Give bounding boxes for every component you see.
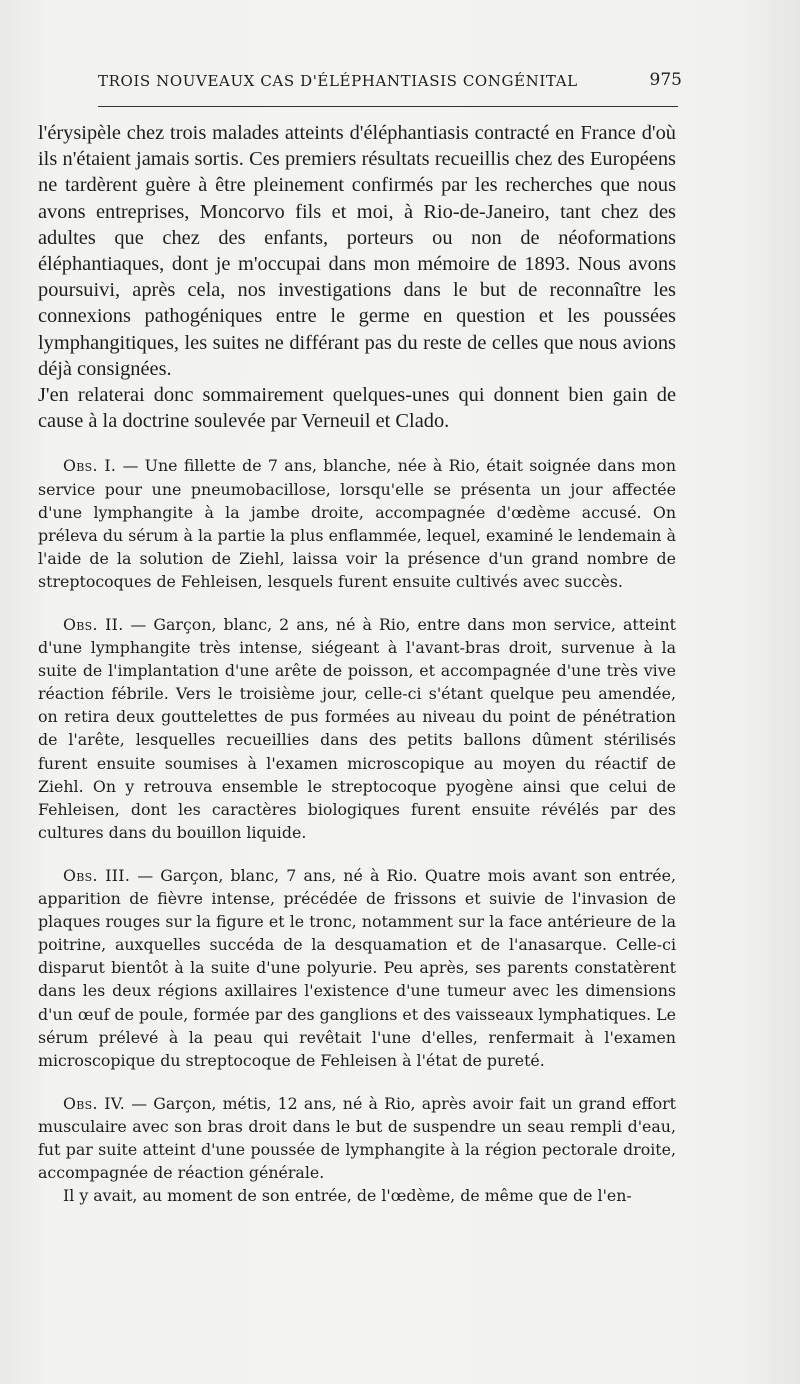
observation-2-paragraph xyxy=(38,613,676,844)
running-title: TROIS NOUVEAUX CAS D'ÉLÉPHANTIASIS CONGÉNITAL xyxy=(98,72,578,90)
observation-1-label: Obs. I. xyxy=(63,456,117,476)
page-number: 975 xyxy=(649,70,682,90)
observation-2 xyxy=(38,613,676,844)
observation-4-continuation: Il y avait, au moment de son entrée, de l'œdème, de même que de l'en- xyxy=(63,1186,632,1206)
observation-4 xyxy=(38,1092,676,1207)
observation-2-text: — Garçon, blanc, 2 ans, né à Rio, entre dans mon service, atteint d'une lymphangite très intense, siégeant à l'avant-bras droit, survenue à la suite de l'implantation d'une arête de poisson, et accompagnée d'une très vive réaction fébrile. Vers le troisième jour, celle-ci s'étant quelque peu amendée, on retira deux gouttelettes de pus formées au niveau du point de pénétration de l'arête, lesquelles recueillies dans des petits ballons dûment stérilisés furent ensuite soumises à l'examen microscopique au moyen du réactif de Ziehl. On y retrouva ensemble le streptocoque pyogène ainsi que celui de Fehleisen, dont les caractères biologiques furent ensuite révélés par des cultures dans du bouillon liquide. xyxy=(38,615,676,842)
observation-3 xyxy=(38,864,676,1072)
intro-paragraph-2: J'en relaterai donc sommairement quelques-unes qui donnent bien gain de cause à la doctrine soulevée par Verneuil et Clado. xyxy=(38,384,676,433)
observation-4-text: — Garçon, métis, 12 ans, né à Rio, après avoir fait un grand effort musculaire avec son bras droit dans le but de suspendre un seau rempli d'eau, fut par suite atteint d'une poussée de lymphangite à la région pectorale droite, accompagnée de réaction générale. xyxy=(38,1093,677,1183)
observation-3-text: — Garçon, blanc, 7 ans, né à Rio. Quatre mois avant son entrée, apparition de fièvre intense, précédée de frissons et suivie de l'invasion de plaques rouges sur la figure et le tronc, notamment sur la face antérieure de la poitrine, auxquelles succéda de la desquamation et de l'anasarque. Celle-ci disparut bientôt à la suite d'une polyurie. Peu après, ses parents constatèrent dans les deux régions axillaires l'existence d'une tumeur avec les dimensions d'un œuf de poule, formée par des ganglions et des vaisseaux lymphatiques. Le sérum prélevé à la peau qui revêtait l'une d'elles, renfermait à l'examen microscopique du streptocoque de Fehleisen à l'état de pureté. xyxy=(38,865,676,1070)
running-header xyxy=(98,70,682,96)
observation-1-paragraph xyxy=(38,454,676,593)
observation-2-label: Obs. II. xyxy=(63,615,124,634)
observation-3-label: Obs. III. xyxy=(63,865,131,885)
observation-1 xyxy=(38,454,676,593)
observation-3-paragraph xyxy=(38,864,676,1072)
observation-1-text: — Une fillette de 7 ans, blanche, née à Rio, était soignée dans mon service pour une pneumobacillose, lorsqu'elle se présenta un jour affectée d'une lymphangite à la jambe droite, accompagnée d'œdème accusé. On préleva du sérum à la partie la plus enflammée, lequel, examiné le lendemain à l'aide de la solution de Ziehl, laissa voir la présence d'un grand nombre de streptocoques de Fehleisen, lesquels furent ensuite cultivés avec succès. xyxy=(38,456,676,591)
observation-4-paragraph xyxy=(38,1092,676,1184)
body-text xyxy=(38,120,676,1207)
intro-paragraph-1: l'érysipèle chez trois malades atteints d'éléphantiasis contracté en France d'où ils n'étaient jamais sortis. Ces premiers résultats recueillis chez des Européens ne tardèrent guère à être pleinement confirmés par les recherches que nous avons entreprises, Moncorvo fils et moi, à Rio-de-Janeiro, tant chez des adultes que chez des enfants, porteurs ou non de néoformations éléphantiaques, dont je m'occupai dans mon mémoire de 1893. Nous avons poursuivi, après cela, nos investigations dans le but de reconnaître les connexions pathogéniques entre le germe en question et les poussées lymphangitiques, les suites ne différant pas du reste de celles que nous avions déjà consignées. xyxy=(38,122,676,380)
header-rule xyxy=(98,106,678,107)
observation-4-label: Obs. IV. xyxy=(63,1093,126,1113)
intro-section xyxy=(38,120,676,434)
